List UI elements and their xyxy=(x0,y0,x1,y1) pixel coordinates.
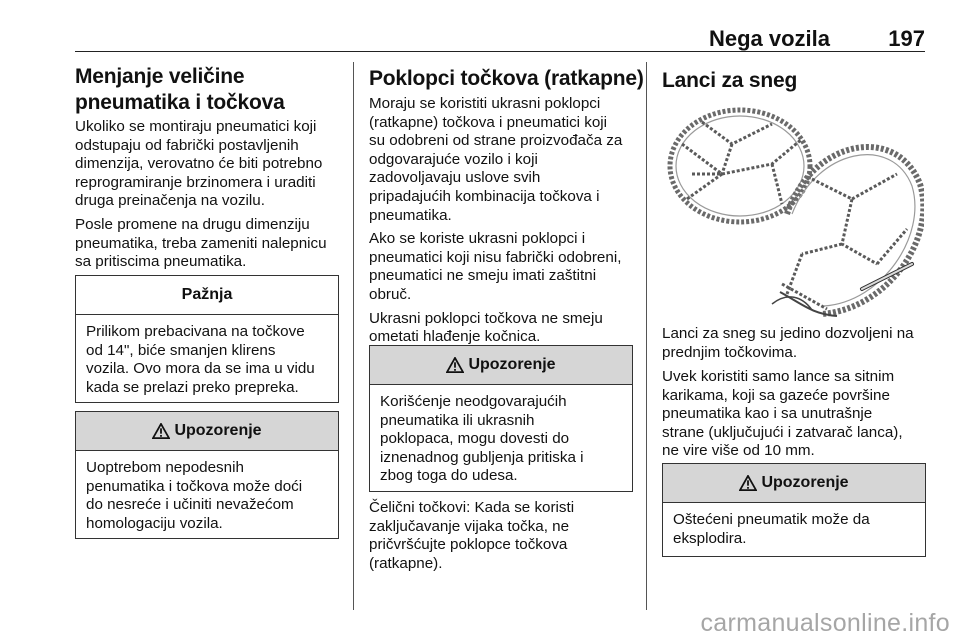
warning-triangle-icon xyxy=(152,423,170,439)
text-line: kada se prelazi preko prepreka. xyxy=(86,378,299,396)
text-line: Čelični točkovi: Kada se koristi xyxy=(369,499,575,516)
warning-box-tires xyxy=(75,411,339,539)
warning-box-hubcaps xyxy=(369,345,633,492)
snow-chains-illustration xyxy=(662,104,924,322)
text-line: sa pritiscima pneumatika. xyxy=(75,253,247,271)
warning-text xyxy=(370,385,632,486)
text-line: Ukoliko se montiraju pneumatici koji xyxy=(75,118,317,135)
text-line: obruč. xyxy=(369,285,412,303)
text-line: ometati hlađenje kočnica. xyxy=(369,328,541,346)
text-line: do nesreće i učiniti nevažećom xyxy=(86,496,294,514)
text-line: Moraju se koristiti ukrasni poklopci xyxy=(369,95,601,112)
text-line: su odobreni od strane proizvođača za xyxy=(369,132,623,150)
text-line: Lanci za sneg su jedino dozvoljeni na xyxy=(662,325,914,342)
text-line: (ratkapne) točkova i pneumatici koji xyxy=(369,113,608,131)
paragraph-tire-size-1 xyxy=(75,118,345,211)
text-line: Ako se koriste ukrasni poklopci i xyxy=(369,230,586,248)
warning-header xyxy=(663,464,925,503)
notice-title: Pažnja xyxy=(76,276,338,315)
warning-triangle-icon xyxy=(739,475,757,491)
text-line: pneumatici koji nisu fabrički odobreni, xyxy=(369,248,622,266)
text-line: pripadajućih kombinacija točkova i xyxy=(369,187,600,205)
text-line: od 14", biće smanjen klirens xyxy=(86,341,276,359)
heading-line: Menjanje veličine xyxy=(75,65,245,88)
paragraph-hubcaps-2 xyxy=(369,230,639,304)
text-line: homologaciju vozila. xyxy=(86,514,223,532)
warning-header xyxy=(76,412,338,451)
text-line: zbog toga do udesa. xyxy=(380,467,518,485)
paragraph-snow-chains-1 xyxy=(662,325,942,362)
paragraph-hubcaps-3 xyxy=(369,310,639,347)
column-tire-size xyxy=(75,64,345,272)
text-line: Prilikom prebacivana na točkove xyxy=(86,323,305,340)
text-line: Posle promene na drugu dimenziju xyxy=(75,215,310,233)
text-line: zaključavanje vijaka točka, ne xyxy=(369,517,570,535)
text-line: vozila. Ovo mora da se ima u vidu xyxy=(86,360,315,378)
watermark-text: carmanualsonline.info xyxy=(700,609,950,637)
text-line: eksplodira. xyxy=(673,529,747,547)
column-hubcaps xyxy=(369,66,644,347)
warning-text xyxy=(76,451,338,533)
text-line: pričvršćujte poklopce točkova xyxy=(369,536,568,554)
heading-hubcaps: Poklopci točkova (ratkapne) xyxy=(369,67,644,90)
heading-snow-chains: Lanci za sneg xyxy=(662,69,798,92)
notice-text xyxy=(76,315,338,397)
text-line: karikama, koji sa gazeće površine xyxy=(662,386,890,404)
text-line: ne vire više od 10 mm. xyxy=(662,442,815,460)
text-line: pneumatika. xyxy=(369,206,452,224)
page-number: 197 xyxy=(888,26,925,51)
text-line: penumatika i točkova može doći xyxy=(86,477,303,495)
warning-header xyxy=(370,346,632,385)
text-line: reprogramiranje brzinomera i uraditi xyxy=(75,173,316,191)
text-line: iznenadnog gubljenja pritiska i xyxy=(380,448,584,466)
text-line: poklopaca, mogu dovesti do xyxy=(380,430,570,448)
text-line: Uvek koristiti samo lance sa sitnim xyxy=(662,368,895,385)
paragraph-snow-chains-2 xyxy=(662,368,942,461)
text-line: odgovarajuće vozilo i koji xyxy=(369,150,538,168)
heading-tire-size xyxy=(75,64,345,116)
paragraph-hubcaps-1 xyxy=(369,95,639,225)
warning-title: Upozorenje xyxy=(468,356,556,373)
text-line: odstupaju od fabrički postavljenih xyxy=(75,136,299,154)
paragraph-steel-wheels xyxy=(369,499,639,573)
notice-box xyxy=(75,275,339,403)
text-line: strane (uključujući i zatvarač lanca), xyxy=(662,423,903,441)
page-header xyxy=(75,22,925,50)
warning-box-snow-chains xyxy=(662,463,926,557)
text-line: dimenzija, verovatno će biti potrebno xyxy=(75,155,323,173)
warning-title: Upozorenje xyxy=(761,474,849,491)
text-line: pneumatici ne smeju imati zaštitni xyxy=(369,267,597,285)
warning-title: Upozorenje xyxy=(174,422,262,439)
text-line: pneumatika kao i sa unutrašnje xyxy=(662,405,873,423)
text-line: Oštećeni pneumatik može da xyxy=(673,511,870,528)
text-line: zadovoljavaju uslove svih xyxy=(369,169,541,187)
text-line: pneumatika, treba zameniti nalepnicu xyxy=(75,234,327,252)
text-line: druga preinačenja na vozilu. xyxy=(75,192,265,210)
header-rule xyxy=(75,51,925,52)
column-divider-left xyxy=(353,62,354,610)
text-line: Korišćenje neodgovarajućih xyxy=(380,393,567,410)
text-line: Ukrasni poklopci točkova ne smeju xyxy=(369,309,603,327)
heading-line: pneumatika i točkova xyxy=(75,91,285,114)
text-line: prednjim točkovima. xyxy=(662,343,798,361)
paragraph-tire-size-2 xyxy=(75,216,345,272)
text-line: Uoptrebom nepodesnih xyxy=(86,459,244,476)
warning-text xyxy=(663,503,925,548)
warning-triangle-icon xyxy=(446,357,464,373)
section-title: Nega vozila xyxy=(708,26,830,51)
text-line: (ratkapne). xyxy=(369,554,443,572)
text-line: pneumatika ili ukrasnih xyxy=(380,411,535,429)
column-divider-right xyxy=(646,62,647,610)
